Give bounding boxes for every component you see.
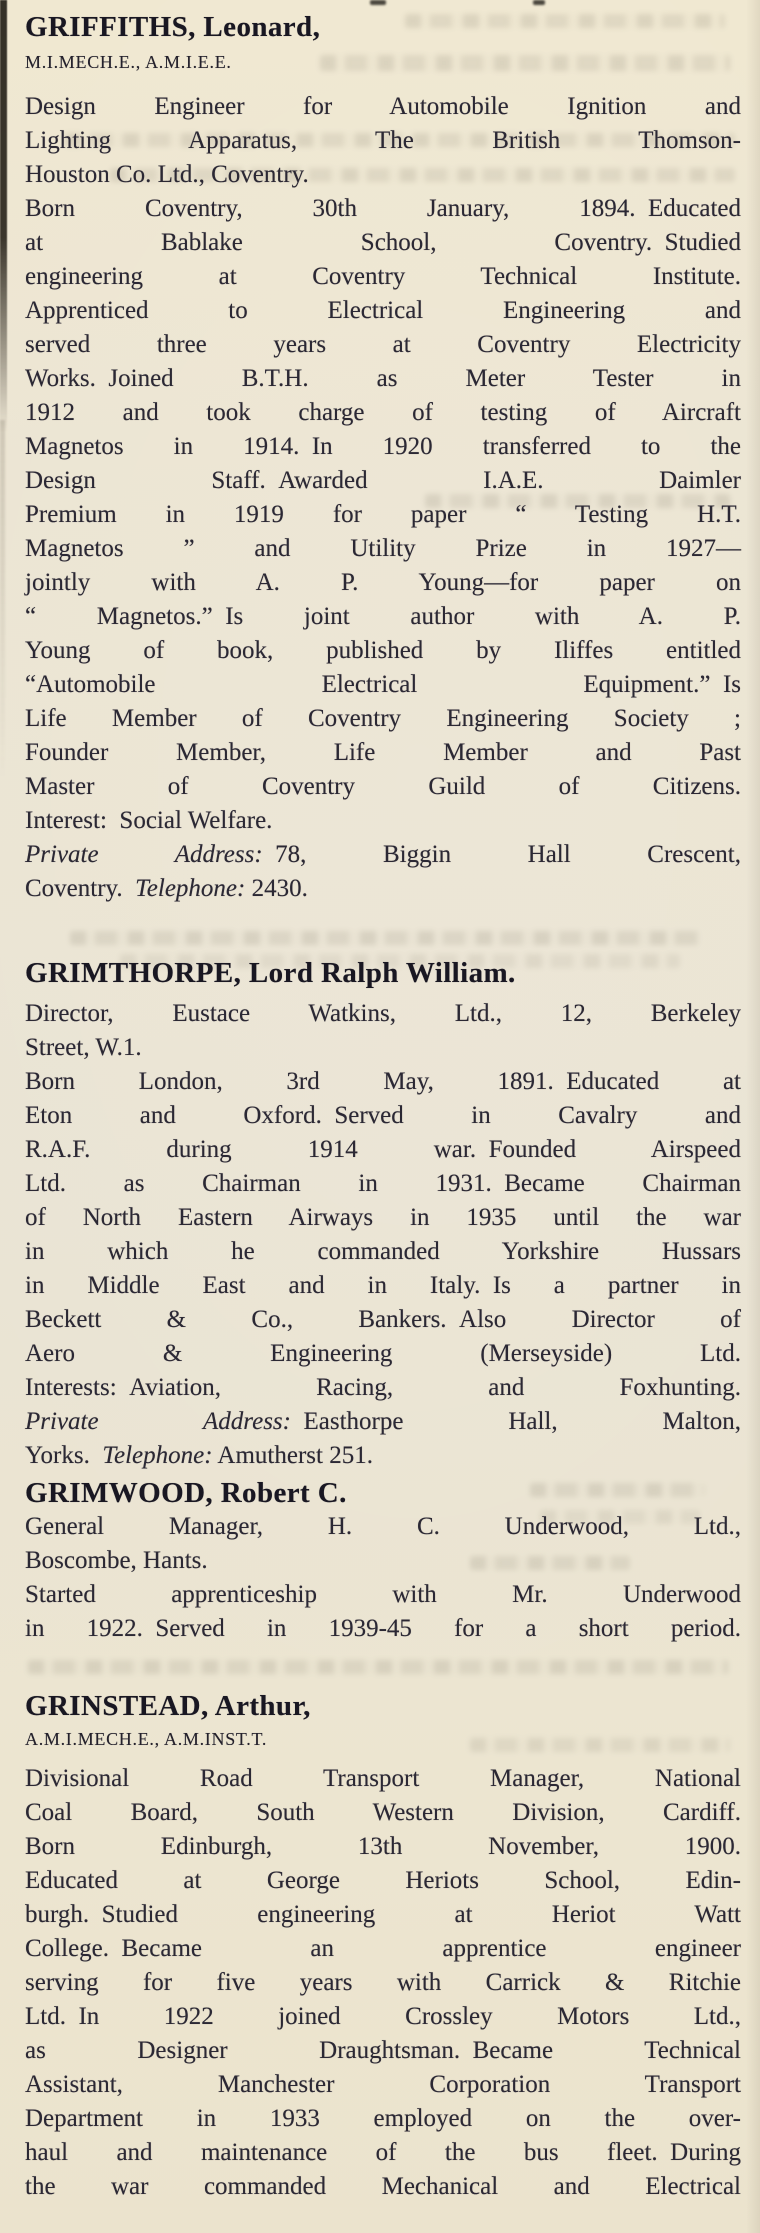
text-line: Coal Board, South Western Division, Cardiff. — [25, 1799, 741, 1826]
text-line: Aero & Engineering (Merseyside) Ltd. — [25, 1340, 741, 1367]
text-line: Started apprenticeship with Mr. Underwood — [25, 1581, 741, 1608]
paragraph — [25, 192, 741, 838]
text-line: Born Edinburgh, 13th November, 1900. — [25, 1833, 741, 1860]
text-line: Lighting Apparatus, The British Thomson- — [25, 127, 741, 154]
text-line: jointly with A. P. Young—for paper on — [25, 569, 741, 596]
text-line: Department in 1933 employed on the over- — [25, 2105, 741, 2132]
paragraph — [25, 90, 741, 192]
text-line: General Manager, H. C. Underwood, Ltd., — [25, 1513, 741, 1540]
text-segment: Coventry. — [25, 875, 136, 902]
entry-heading: GRIFFITHS, Leonard, — [25, 11, 321, 43]
text-line: Magnetos ” and Utility Prize in 1927— — [25, 535, 741, 562]
text-line: Magnetos in 1914. In 1920 transferred to the — [25, 433, 741, 460]
italic-label: Telephone: — [102, 1442, 213, 1469]
entry-heading: GRIMTHORPE, Lord Ralph William. — [25, 957, 516, 989]
entry-grimwood — [25, 1476, 741, 1646]
scan-edge-shadow — [0, 0, 7, 432]
text-line: the war commanded Mechanical and Electrical — [25, 2173, 741, 2200]
text-line: Divisional Road Transport Manager, National — [25, 1765, 741, 1792]
text-line: as Designer Draughtsman. Became Technical — [25, 2037, 741, 2064]
entry-grinstead — [25, 1689, 741, 2204]
text-segment: Yorks. — [25, 1442, 103, 1469]
text-line: Beckett & Co., Bankers. Also Director of — [25, 1306, 741, 1333]
text-line: College. Became an apprentice engineer — [25, 1935, 741, 1962]
text-line: haul and maintenance of the bus fleet. During — [25, 2139, 741, 2166]
text-line: Founder Member, Life Member and Past — [25, 739, 741, 766]
text-line: Master of Coventry Guild of Citizens. — [25, 773, 741, 800]
text-line: Educated at George Heriots School, Edin- — [25, 1867, 741, 1894]
text-line: Interest: Social Welfare. — [25, 807, 273, 834]
entry-heading: GRINSTEAD, Arthur, — [25, 1690, 311, 1722]
entry-body — [25, 1762, 741, 2204]
text-line: in 1922. Served in 1939-45 for a short period. — [25, 1615, 741, 1642]
entry-qualifications: A.M.I.MECH.E., A.M.INST.T. — [25, 1729, 268, 1749]
text-line: engineering at Coventry Technical Institute. — [25, 263, 741, 290]
paragraph — [25, 1578, 741, 1646]
text-line: Works. Joined B.T.H. as Meter Tester in — [25, 365, 741, 392]
text-line: served three years at Coventry Electricity — [25, 331, 741, 358]
text-line: Life Member of Coventry Engineering Society ; — [25, 705, 741, 732]
entry-body — [25, 90, 741, 906]
text-line: in Middle East and in Italy. Is a partner in — [25, 1272, 741, 1299]
italic-label: Private Address: — [25, 1408, 291, 1435]
text-line: Street, W.1. — [25, 1034, 142, 1061]
entry-heading: GRIMWOOD, Robert C. — [25, 1477, 347, 1509]
text-line: Boscombe, Hants. — [25, 1547, 208, 1574]
text-line: burgh. Studied engineering at Heriot Watt — [25, 1901, 741, 1928]
scan-top-mark — [533, 0, 545, 5]
text-line: Born Coventry, 30th January, 1894. Educated — [25, 195, 741, 222]
text-line: Premium in 1919 for paper “ Testing H.T. — [25, 501, 741, 528]
text-line: “ Magnetos.” Is joint author with A. P. — [25, 603, 741, 630]
text-line: Interests: Aviation, Racing, and Foxhunting. — [25, 1374, 741, 1401]
bleed-through-text — [28, 1660, 728, 1674]
paragraph — [25, 1510, 741, 1578]
text-line: 1912 and took charge of testing of Aircraft — [25, 399, 741, 426]
italic-label: Telephone: — [135, 875, 246, 902]
text-line: Young of book, published by Iliffes entitled — [25, 637, 741, 664]
text-line — [25, 872, 741, 906]
text-line: “Automobile Electrical Equipment.” Is — [25, 671, 741, 698]
paragraph — [25, 1405, 741, 1473]
text-line: Design Staff. Awarded I.A.E. Daimler — [25, 467, 741, 494]
text-segment: 78, Biggin Hall Crescent, — [262, 841, 741, 868]
entry-qualifications: M.I.MECH.E., A.M.I.E.E. — [25, 52, 232, 72]
text-line: Ltd. as Chairman in 1931. Became Chairman — [25, 1170, 741, 1197]
text-line: Ltd. In 1922 joined Crossley Motors Ltd., — [25, 2003, 741, 2030]
text-line: serving for five years with Carrick & Ritchie — [25, 1969, 741, 1996]
text-segment: 2430. — [245, 875, 308, 902]
entry-body — [25, 997, 741, 1473]
scan-top-mark — [370, 0, 386, 5]
text-line: Assistant, Manchester Corporation Transport — [25, 2071, 741, 2098]
text-line: in which he commanded Yorkshire Hussars — [25, 1238, 741, 1265]
text-line: Born London, 3rd May, 1891. Educated at — [25, 1068, 741, 1095]
entry-grimthorpe — [25, 956, 741, 1473]
entry-griffiths — [25, 10, 741, 906]
bleed-through-text — [70, 931, 700, 945]
text-segment: Amutherst 251. — [212, 1442, 373, 1469]
text-line: Design Engineer for Automobile Ignition and — [25, 93, 741, 120]
paragraph — [25, 1762, 741, 1830]
paragraph — [25, 997, 741, 1065]
text-line: Eton and Oxford. Served in Cavalry and — [25, 1102, 741, 1129]
text-line: R.A.F. during 1914 war. Founded Airspeed — [25, 1136, 741, 1163]
paragraph — [25, 838, 741, 906]
text-line: at Bablake School, Coventry. Studied — [25, 229, 741, 256]
text-line — [25, 838, 741, 872]
entry-body — [25, 1510, 741, 1646]
paragraph — [25, 1065, 741, 1405]
italic-label: Private Address: — [25, 841, 263, 868]
scan-edge-shadow-faint — [0, 420, 5, 780]
text-line — [25, 1405, 741, 1439]
text-line: Apprenticed to Electrical Engineering and — [25, 297, 741, 324]
text-line: Houston Co. Ltd., Coventry. — [25, 161, 309, 188]
paragraph — [25, 1830, 741, 2204]
text-line: Director, Eustace Watkins, Ltd., 12, Berkeley — [25, 1000, 741, 1027]
text-line: of North Eastern Airways in 1935 until the war — [25, 1204, 741, 1231]
text-segment: Easthorpe Hall, Malton, — [290, 1408, 741, 1435]
text-line — [25, 1439, 741, 1473]
